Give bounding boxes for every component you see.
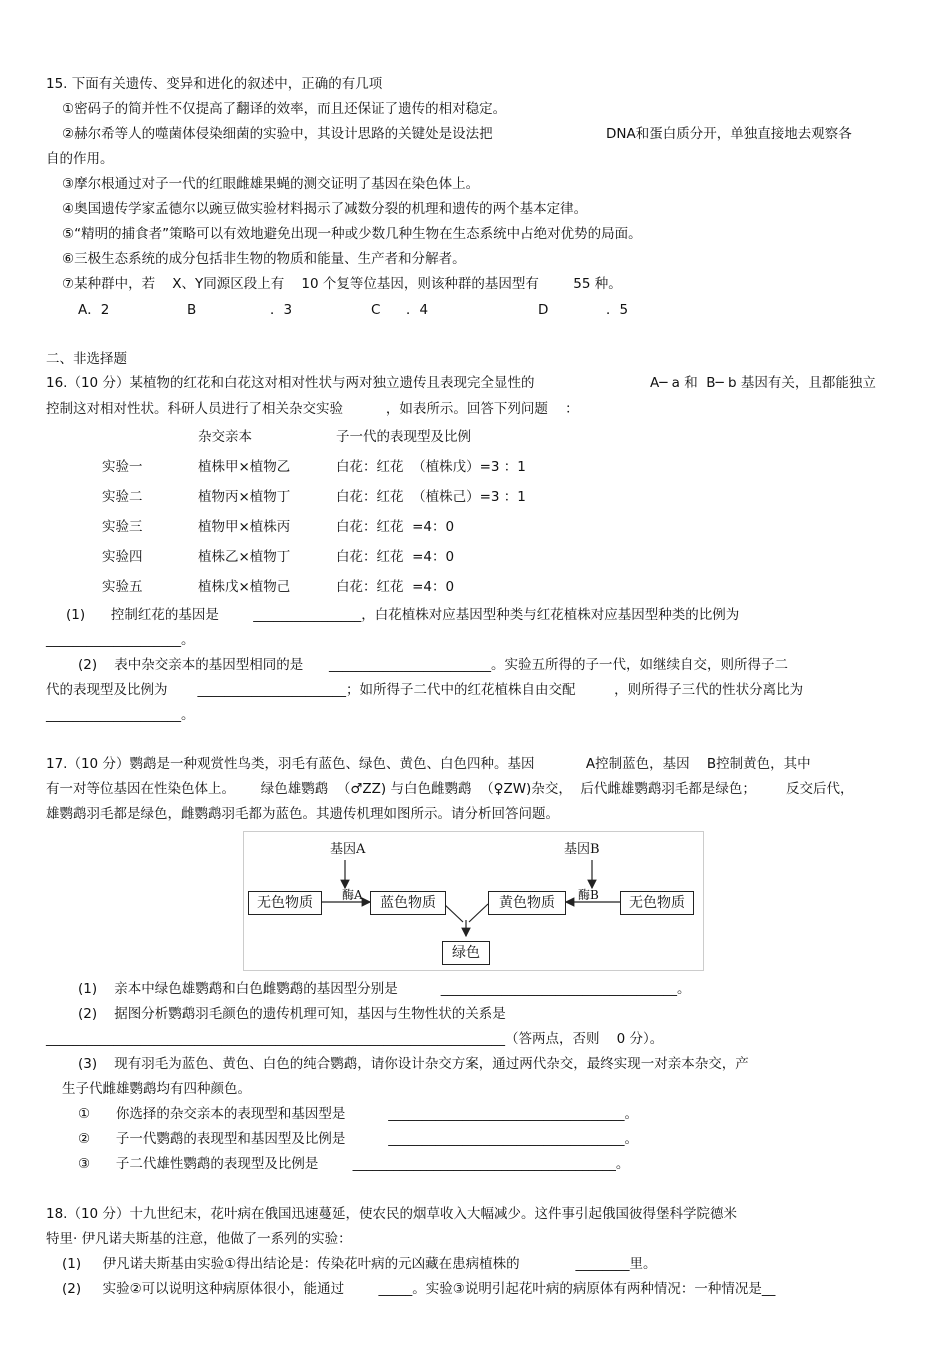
section-heading: 二、非选择题 <box>46 351 127 367</box>
q15-statement-7: ⑦某种群中，若 X、Y同源区段上有 10 个复等位基因，则该种群的基因型有 55 种。 <box>62 276 622 292</box>
colorless-substance-left: 无色物质 <box>248 891 322 915</box>
gene-b-label: 基因B <box>564 842 600 857</box>
q15-option-b-value: ．3 <box>270 302 293 318</box>
green-result: 绿色 <box>442 941 490 965</box>
q16-row-name: 实验二 <box>102 489 143 505</box>
q15-stem: 15. 下面有关遗传、变异和进化的叙述中，正确的有几项 <box>46 76 383 92</box>
q17-stem-3: 雄鹦鹉羽毛都是绿色，雌鹦鹉羽毛都为蓝色。其遗传机理如图所示。请分析回答问题。 <box>46 806 559 822</box>
q16-row-cross: 植物丙×植物丁 <box>198 489 291 505</box>
q16-part-2b: 代的表现型及比例为 ______________________；如所得子二代中的红花植株自由交配 ，则所得子三代的性状分离比为 <box>46 682 804 698</box>
q15-statement-3: ③摩尔根通过对子一代的红眼雌雄果蝇的测交证明了基因在染色体上。 <box>62 176 480 192</box>
blue-substance: 蓝色物质 <box>370 891 446 915</box>
q16-row-result: 白花：红花 =4：0 <box>336 519 455 535</box>
q17-part-1: (1) 亲本中绿色雄鹦鹉和白色雌鹦鹉的基因型分别是 ___________________________________。 <box>78 981 691 997</box>
enzyme-a-label: 酶A <box>342 888 363 902</box>
q16-row-cross: 植株甲×植物乙 <box>198 459 291 475</box>
q17-part-2a: (2) 据图分析鹦鹉羽毛颜色的遗传机理可知，基因与生物性状的关系是 <box>78 1006 609 1022</box>
q16-part-1b: ____________________。 <box>46 632 195 648</box>
q16-stem-2: 控制这对相对性状。科研人员进行了相关杂交实验 ，如表所示。回答下列问题 ： <box>46 401 579 417</box>
q15-option-c: C <box>371 302 381 318</box>
q16-row-name: 实验一 <box>102 459 143 475</box>
pigment-pathway-diagram <box>243 831 704 971</box>
q16-row-cross: 植株乙×植物丁 <box>198 549 291 565</box>
q16-row-result: 白花：红花 （植株己）=3 ：1 <box>336 489 526 505</box>
q17-part-3a: (3) 现有羽毛为蓝色、黄色、白色的纯合鹦鹉，请你设计杂交方案，通过两代杂交，最终实现一对亲本杂交，产 <box>78 1056 749 1072</box>
q17-stem-2: 有一对等位基因在性染色体上。 绿色雄鹦鹉 （♂ZZ) 与白色雌鹦鹉 （♀ZW)杂交， 后代雌雄鹦鹉羽毛都是绿色； 反交后代， <box>46 781 854 797</box>
q17-part-3-2: ② 子一代鹦鹉的表现型和基因型及比例是 ___________________________________。 <box>78 1131 639 1147</box>
yellow-substance: 黄色物质 <box>488 891 566 915</box>
q15-statement-2c: 自的作用。 <box>46 151 114 167</box>
q16-header-cross: 杂交亲本 <box>198 429 252 445</box>
q18-part-1: (1) 伊凡诺夫斯基由实验①得出结论是：传染花叶病的元凶藏在患病植株的 ________里。 <box>62 1256 657 1272</box>
q16-row-cross: 植株戊×植物己 <box>198 579 291 595</box>
q15-option-b: B <box>187 302 197 318</box>
q17-part-3-1: ① 你选择的杂交亲本的表现型和基因型是 ___________________________________。 <box>78 1106 639 1122</box>
q16-part-2c: ____________________。 <box>46 707 195 723</box>
q16-part-1a: (1) 控制红花的基因是 ________________，白花植株对应基因型种类与红花植株对应基因型种类的比例为 <box>66 607 740 623</box>
q16-stem-1a: 16.（10 分）某植物的红花和白花这对相对性状与两对独立遗传且表现完全显性的 <box>46 375 535 391</box>
q17-part-3b: 生子代雌雄鹦鹉均有四种颜色。 <box>62 1081 251 1097</box>
colorless-substance-right: 无色物质 <box>620 891 694 915</box>
q18-stem-1: 18.（10 分）十九世纪末，花叶病在俄国迅速蔓延，使农民的烟草收入大幅减少。这件事引起俄国彼得堡科学院德米 <box>46 1206 737 1222</box>
q18-part-2: (2) 实验②可以说明这种病原体很小，能通过 _____。实验③说明引起花叶病的病原体有两种情况：一种情况是__ <box>62 1281 776 1297</box>
q15-statement-4: ④奥国遗传学家孟德尔以豌豆做实验材料揭示了减数分裂的机理和遗传的两个基本定律。 <box>62 201 588 217</box>
q15-statement-1: ①密码子的简并性不仅提高了翻译的效率，而且还保证了遗传的相对稳定。 <box>62 101 507 117</box>
q15-option-a: A．2 <box>78 302 110 318</box>
q15-option-d: D <box>538 302 549 318</box>
q17-part-3-3: ③ 子二代雄性鹦鹉的表现型及比例是 _______________________________________。 <box>78 1156 630 1172</box>
q16-row-result: 白花：红花 =4：0 <box>336 549 455 565</box>
q16-part-2a: (2) 表中杂交亲本的基因型相同的是 ________________________。实验五所得的子一代，如继续自交，则所得子二 <box>78 657 789 673</box>
gene-a-label: 基因A <box>330 842 366 857</box>
q16-row-result: 白花：红花 （植株戊）=3 ：1 <box>336 459 526 475</box>
q16-stem-1b: A─ a 和 B─ b 基因有关，且都能独立 <box>650 375 876 391</box>
q18-stem-2: 特里· 伊凡诺夫斯基的注意，他做了一系列的实验： <box>46 1231 352 1247</box>
q16-row-name: 实验四 <box>102 549 143 565</box>
q16-row-name: 实验五 <box>102 579 143 595</box>
q15-statement-5: ⑤“精明的捕食者”策略可以有效地避免出现一种或少数几种生物在生态系统中占绝对优势的局面。 <box>62 226 642 242</box>
q16-row-result: 白花：红花 =4：0 <box>336 579 455 595</box>
q16-row-cross: 植物甲×植株丙 <box>198 519 291 535</box>
q15-option-c-value: ．4 <box>406 302 429 318</box>
q17-part-2b: ____________________________________________________________________（答两点，否则 0 分）。 <box>46 1031 664 1047</box>
enzyme-b-label: 酶B <box>578 888 599 902</box>
q17-stem-1: 17.（10 分）鹦鹉是一种观赏性鸟类，羽毛有蓝色、绿色、黄色、白色四种。基因 A控制蓝色，基因 B控制黄色，其中 <box>46 756 811 772</box>
q15-statement-2a: ②赫尔希等人的噬菌体侵染细菌的实验中，其设计思路的关键处是设法把 <box>62 126 493 142</box>
q16-row-name: 实验三 <box>102 519 143 535</box>
q15-statement-2b: DNA和蛋白质分开，单独直接地去观察各 <box>606 126 852 142</box>
q15-statement-6: ⑥三极生态系统的成分包括非生物的物质和能量、生产者和分解者。 <box>62 251 466 267</box>
q16-header-result: 子一代的表现型及比例 <box>336 429 471 445</box>
q15-option-d-value: ．5 <box>606 302 629 318</box>
